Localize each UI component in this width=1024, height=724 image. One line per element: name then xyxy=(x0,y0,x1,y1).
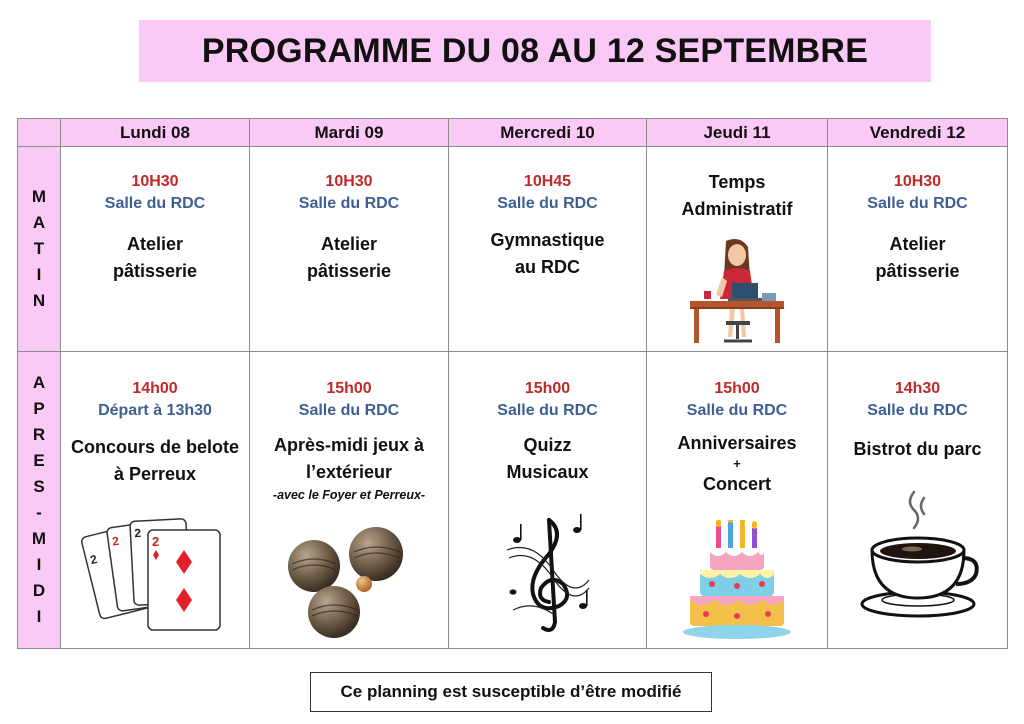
title-banner xyxy=(139,20,931,82)
activity-plus: + xyxy=(733,456,741,471)
activity-time: 14h00 xyxy=(132,380,178,397)
activity-location: Salle du RDC xyxy=(497,402,598,419)
activity-time: 10H30 xyxy=(325,173,373,190)
activity-title: Bistrot du parc xyxy=(853,439,982,459)
morning-cell-friday xyxy=(828,147,1008,352)
activity-location: Salle du RDC xyxy=(867,195,968,212)
activity-title: Gymnastique xyxy=(490,230,605,250)
morning-label: M A T I N xyxy=(18,147,61,352)
activity-time: 10H30 xyxy=(893,173,942,190)
day-header: Jeudi 11 xyxy=(647,119,828,147)
activity-title: au RDC xyxy=(514,257,580,277)
activity-location: Salle du RDC xyxy=(867,402,968,419)
birthday-cake-icon xyxy=(682,520,792,642)
activity-title: Concours de belote xyxy=(70,437,240,457)
activity-title: Atelier xyxy=(320,234,378,254)
coffee-cup-icon xyxy=(856,488,980,622)
afternoon-cell-friday xyxy=(828,352,1008,649)
activity-title: pâtisserie xyxy=(875,261,960,281)
activity-time: 10H45 xyxy=(523,173,572,190)
activity-title: Musicaux xyxy=(506,462,589,482)
activity-note: -avec le Foyer et Perreux- xyxy=(272,488,426,502)
afternoon-cell-thursday xyxy=(647,352,828,649)
activity-location: Salle du RDC xyxy=(497,195,598,212)
activity-title: Temps xyxy=(708,172,766,192)
activity-location: Salle du RDC xyxy=(298,195,400,212)
treble-clef-icon xyxy=(503,510,593,638)
day-header: Mercredi 10 xyxy=(449,119,647,147)
petanque-balls-icon xyxy=(284,524,414,640)
morning-cell-wednesday xyxy=(449,147,647,352)
activity-title: Atelier xyxy=(126,234,184,254)
activity-title: Quizz xyxy=(523,435,572,455)
afternoon-cell-monday xyxy=(61,352,250,649)
office-worker-icon xyxy=(682,237,792,349)
day-header: Lundi 08 xyxy=(61,119,250,147)
activity-location: Salle du RDC xyxy=(104,195,206,212)
activity-title: à Perreux xyxy=(113,464,197,484)
activity-location: Départ à 13h30 xyxy=(98,402,212,419)
activity-time: 15h00 xyxy=(714,380,760,397)
activity-title: Administratif xyxy=(681,199,793,219)
afternoon-cell-tuesday xyxy=(250,352,449,649)
activity-time: 15h00 xyxy=(524,380,571,397)
svg-text:2: 2 xyxy=(88,551,99,568)
afternoon-cell-wednesday xyxy=(449,352,647,649)
morning-cell-thursday xyxy=(647,147,828,352)
schedule-table xyxy=(17,118,1008,649)
morning-cell-tuesday xyxy=(250,147,449,352)
activity-title: Atelier xyxy=(889,234,946,254)
activity-location: Salle du RDC xyxy=(686,402,788,419)
activity-time: 10H30 xyxy=(131,173,179,190)
activity-title: l’extérieur xyxy=(305,462,393,482)
footer-note: Ce planning est susceptible d’être modifié xyxy=(340,682,682,701)
svg-text:2: 2 xyxy=(111,533,120,549)
afternoon-label: A P R E S - M I D I xyxy=(18,352,61,649)
activity-location: Salle du RDC xyxy=(298,402,400,419)
svg-text:2: 2 xyxy=(152,534,160,549)
activity-title: Après-midi jeux à xyxy=(273,435,425,455)
activity-time: 14h30 xyxy=(894,380,941,397)
svg-text:2: 2 xyxy=(134,525,142,541)
activity-title: pâtisserie xyxy=(306,261,392,281)
header-corner xyxy=(18,119,61,147)
activity-time: 15h00 xyxy=(326,380,372,397)
activity-title: pâtisserie xyxy=(112,261,198,281)
morning-cell-monday xyxy=(61,147,250,352)
playing-cards-icon xyxy=(80,510,230,638)
footer-note-box xyxy=(310,672,712,712)
activity-title: Anniversaires xyxy=(677,433,797,453)
day-header: Mardi 09 xyxy=(250,119,449,147)
day-header: Vendredi 12 xyxy=(828,119,1008,147)
page-title: PROGRAMME DU 08 AU 12 SEPTEMBRE xyxy=(201,31,869,70)
activity-title: Concert xyxy=(702,474,771,494)
